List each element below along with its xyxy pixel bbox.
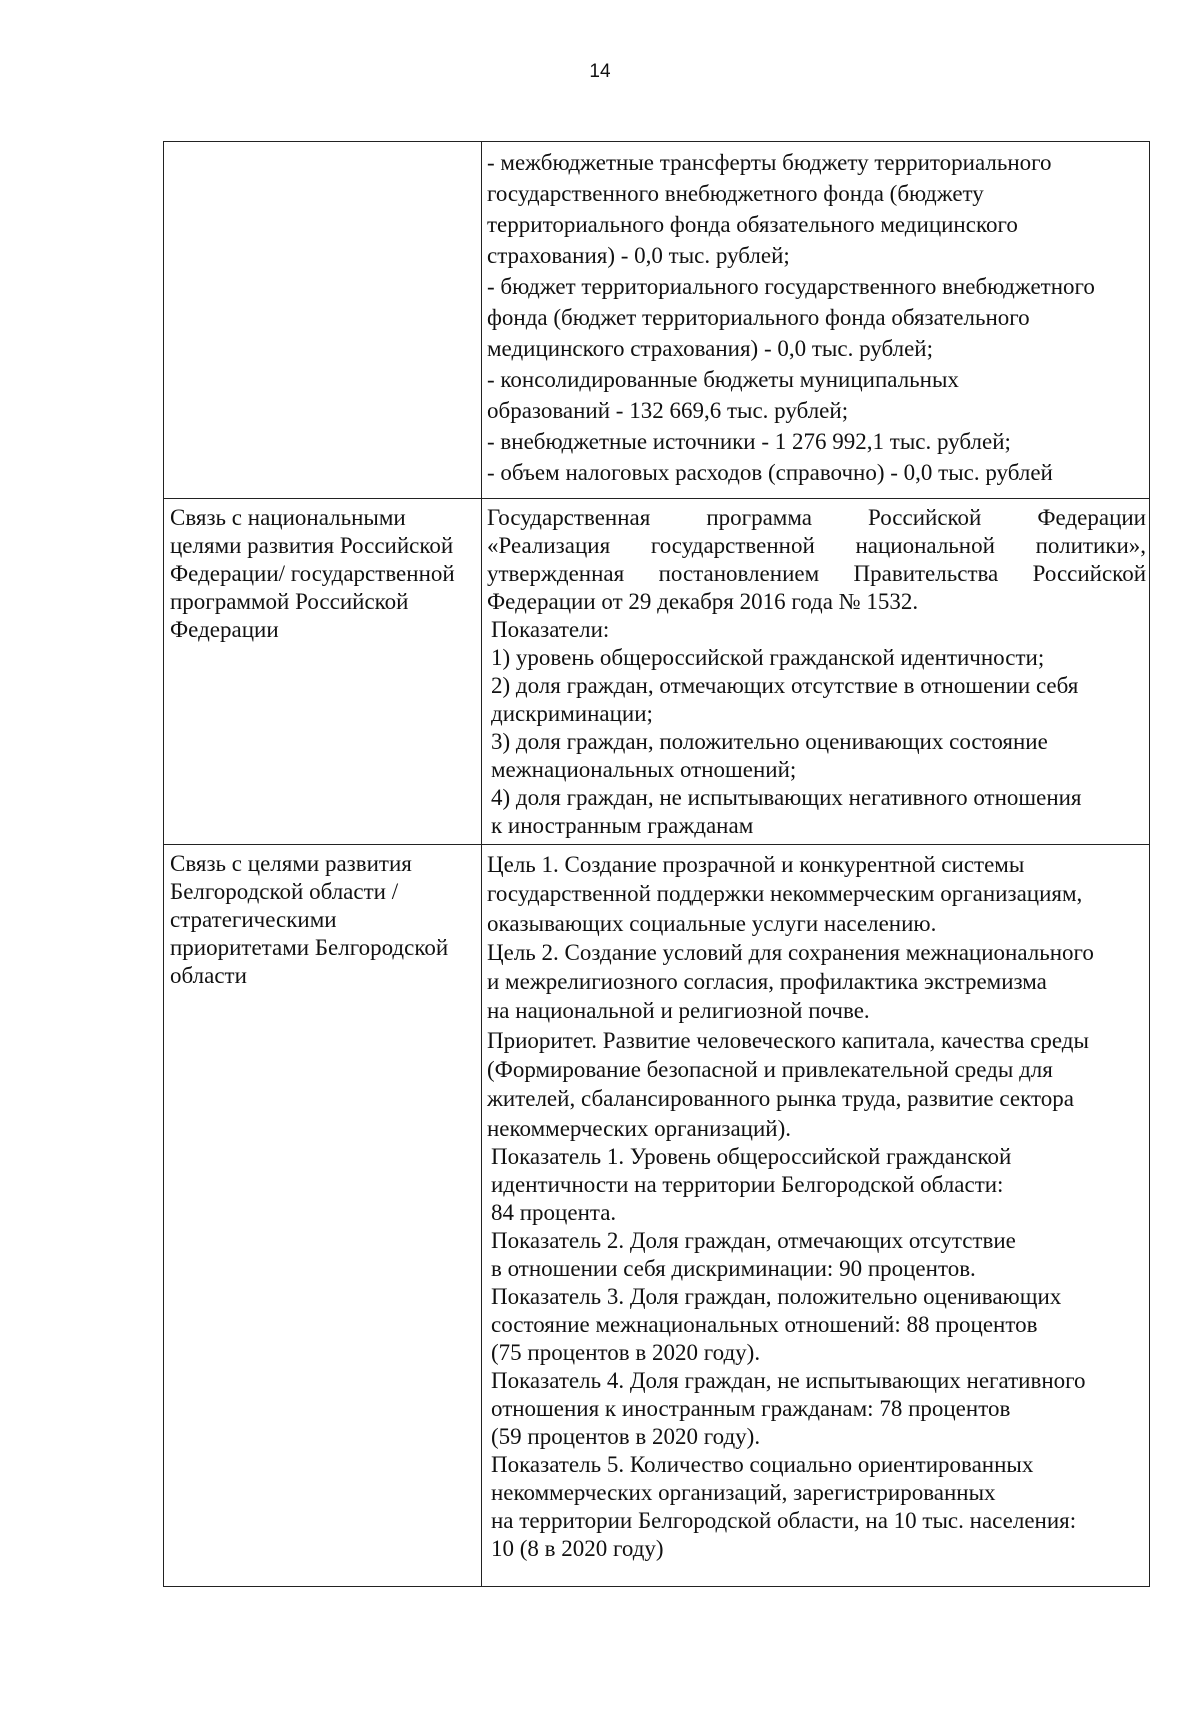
table-row [164,499,1150,845]
table-cell-content [482,499,1150,845]
funding-sources-text: - межбюджетные трансферты бюджету территориального государственного внебюджетного фонда (бюджету территориального фонда обязательного медицинского страхования) - 0,0 тыс. рублей; - бюджет территориального государственного внебюджетного фонда (бюджет территориального фонда обязательного медицинского страхования) - 0,0 тыс. рублей; - консолидированные бюджеты муниципальных образований - 132 669,6 тыс. рублей; - внебюджетные источники - 1 276 992,1 тыс. рублей; - объем налоговых расходов (справочно) - 0,0 тыс. рублей [487,150,1095,485]
program-line: «Реализация государственной национальной политики», [487,533,1146,558]
regional-indicators-list: Показатель 1. Уровень общероссийской гражданской идентичности на территории Белгородской области: 84 процента. Показатель 2. Доля граждан, отмечающих отсутствие в отношении себя дискриминации: 90 процентов. Показатель 3. Доля граждан, положительно оценивающих состояние межнациональных отношений: 88 процентов (75 процентов в 2020 году). Показатель 4. Доля граждан, не испытывающих негативного отношения к иностранным гражданам: 78 процентов (59 процентов в 2020 году). Показатель 5. Количество социально ориентированных некоммерческих организаций, зарегистрированных на территории Белгородской области, на 10 тыс. населения: 10 (8 в 2020 году) [491,1143,1086,1561]
row-label-national-goals: Связь с национальными целями развития Российской Федерации/ государственной программой Российской Федерации [170,505,455,642]
row-label-regional-goals: Связь с целями развития Белгородской области / стратегическими приоритетами Белгородской области [170,851,449,988]
table-row [164,142,1150,499]
table-cell-content [482,142,1150,499]
table-cell-label [164,845,482,1587]
passport-table [163,141,1150,1587]
table-cell-label [164,142,482,499]
national-indicators-list: Показатели: 1) уровень общероссийской гражданской идентичности; 2) доля граждан, отмечающих отсутствие в отношении себя дискриминации; 3) доля граждан, положительно оценивающих состояние межнациональных отношений; 4) доля граждан, не испытывающих негативного отношения к иностранным гражданам [491,617,1082,838]
program-line: утвержденная постановлением Правительства Российской [487,561,1146,586]
row-label [164,142,481,147]
program-line: Федерации от 29 декабря 2016 года № 1532. [487,589,919,614]
program-line: Государственная программа Российской Федерации [487,505,1146,530]
national-program-description [482,499,1149,840]
regional-goals-description [482,845,1149,1563]
table-cell-label [164,499,482,845]
page-number: 14 [589,61,611,82]
table-cell-content [482,845,1150,1587]
regional-goals-text: Цель 1. Создание прозрачной и конкурентной системы государственной поддержки некоммерческим организациям, оказывающих социальные услуги населению. Цель 2. Создание условий для сохранения межнационального и межрелигиозного согласия, профилактика экстремизма на национальной и религиозной почве. Приоритет. Развитие человеческого капитала, качества среды (Формирование безопасной и привлекательной среды для жителей, сбалансированного рынка труда, развитие сектора некоммерческих организаций). [487,852,1094,1141]
table-row [164,845,1150,1587]
